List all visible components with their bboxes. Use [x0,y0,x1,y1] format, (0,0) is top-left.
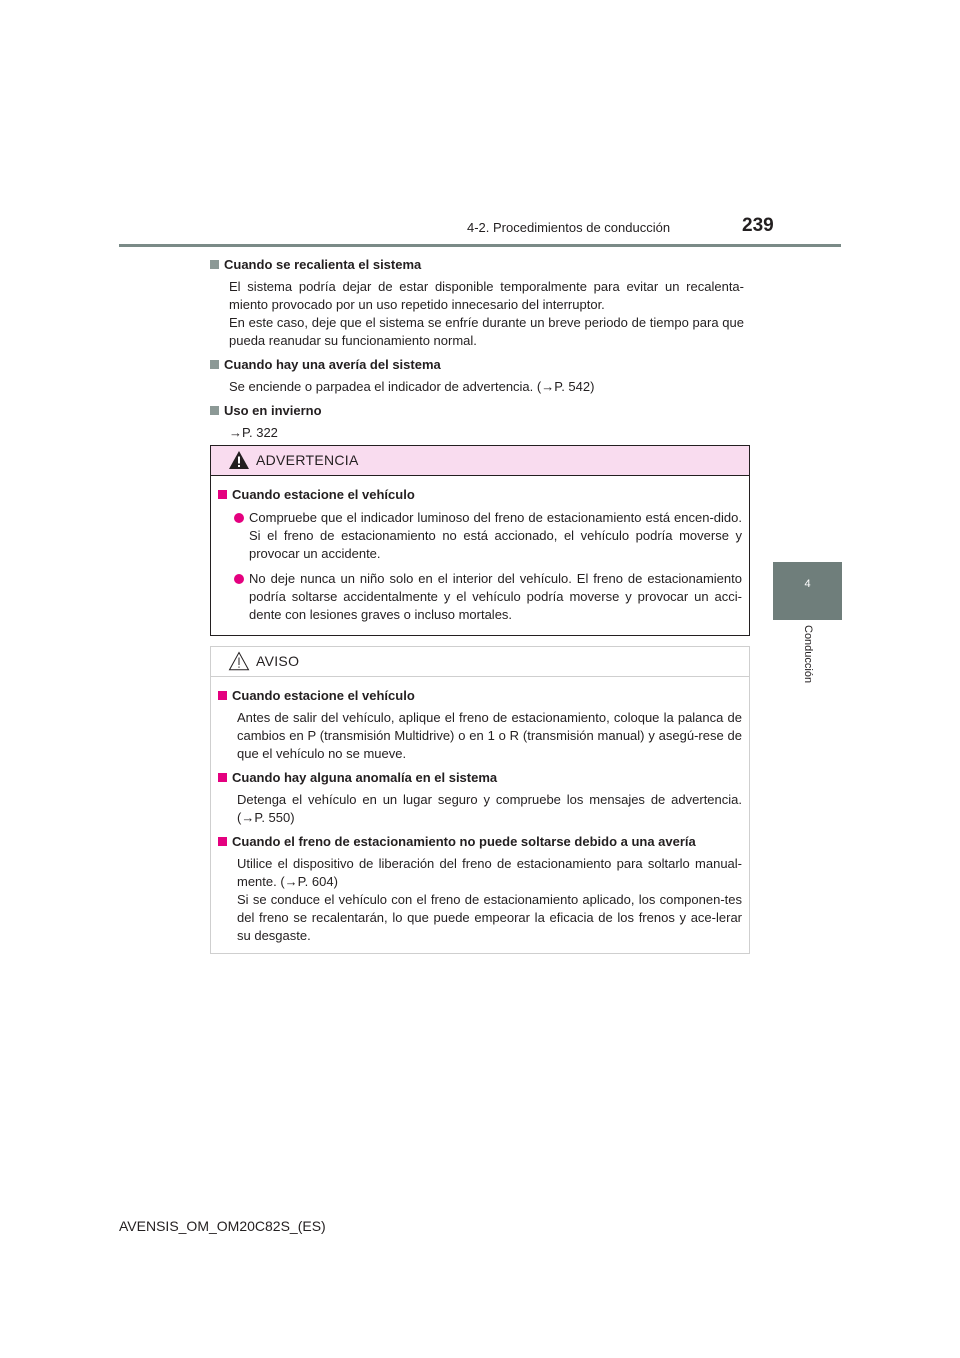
section-heading [210,256,744,274]
notice-box-title: AVISO [256,653,300,669]
section-text: →P. 322 [229,425,278,440]
notice-heading-text: Cuando el freno de estacionamiento no puede soltarse debido a una avería [232,834,696,849]
warning-heading [218,486,742,504]
square-bullet-icon [210,406,219,415]
notice-text: Antes de salir del vehículo, aplique el freno de estacionamiento, coloque la palanca de cambios en P (transmisión Multidrive) o en 1 o R (transmisión manual) y asegú-rese de que el vehículo no se mueve. [237,710,742,761]
notice-box [210,646,750,954]
warning-bullet-text: No deje nunca un niño solo en el interior del vehículo. El freno de estacionamiento podría soltarse accidentalmente y el vehículo podría moverse y provocar un acci-dente con lesiones graves o incluso mortales. [249,571,742,622]
notice-section [218,769,742,827]
section-heading [210,356,744,374]
warning-heading-text: Cuando estacione el vehículo [232,487,415,502]
section-title: Uso en invierno [224,403,322,418]
bullet-dot-icon [234,513,244,523]
section-failure [210,356,744,396]
notice-heading [218,769,742,787]
square-bullet-icon [210,360,219,369]
square-bullet-icon [218,490,227,499]
warning-triangle-icon [228,450,250,470]
warning-box-title: ADVERTENCIA [256,452,359,468]
notice-heading-text: Cuando estacione el vehículo [232,688,415,703]
notice-text: Detenga el vehículo en un lugar seguro y compruebe los mensajes de advertencia. (→P. 550) [237,792,742,825]
notice-section [218,833,742,945]
section-text: El sistema podría dejar de estar disponible temporalmente para evitar un recalenta-miento provocado por un uso repetido innecesario del interruptor. [229,279,744,312]
warning-bullet [230,570,742,624]
chapter-side-label [800,625,816,705]
square-bullet-icon [218,837,227,846]
main-content [210,256,744,448]
notice-box-header [211,647,749,677]
warning-box-body [211,476,749,624]
header-rule [119,244,841,247]
notice-section [218,687,742,763]
caution-triangle-outline-icon [228,651,250,671]
square-bullet-icon [210,260,219,269]
page-number: 239 [742,215,774,236]
warning-box-header [211,446,749,476]
section-heading [210,402,744,420]
section-title: Cuando hay una avería del sistema [224,357,441,372]
warning-bullet-text: Compruebe que el indicador luminoso del freno de estacionamiento está encen-dido. Si el freno de estacionamiento no está accionado, el vehículo podría moverse y provocar un accidente. [249,510,742,561]
notice-box-body [211,677,749,945]
section-overheat [210,256,744,350]
warning-box [210,445,750,636]
section-text: Se enciende o parpadea el indicador de advertencia. (→P. 542) [229,379,595,394]
section-winter [210,402,744,442]
chapter-side-label-text: Conducción [802,625,814,684]
notice-text: Utilice el dispositivo de liberación del freno de estacionamiento para soltarlo manual-mente. (→P. 604) [237,856,742,889]
header-section-title: 4-2. Procedimientos de conducción [467,220,671,235]
notice-text: Si se conduce el vehículo con el freno de estacionamiento aplicado, los componen-tes del freno se recalentarán, lo que puede empeorar la eficacia de los frenos y ace-lerar su desgaste. [237,892,742,943]
chapter-tab [773,562,842,620]
square-bullet-icon [218,691,227,700]
document-footer-code: AVENSIS_OM_OM20C82S_(ES) [119,1218,326,1234]
section-text: En este caso, deje que el sistema se enfríe durante un breve periodo de tiempo para que pueda reanudar su funcionamiento normal. [229,315,744,348]
notice-heading-text: Cuando hay alguna anomalía en el sistema [232,770,498,785]
square-bullet-icon [218,773,227,782]
section-title: Cuando se recalienta el sistema [224,257,422,272]
notice-heading [218,687,742,705]
warning-bullet [230,509,742,563]
notice-heading [218,833,742,851]
bullet-dot-icon [234,574,244,584]
chapter-tab-number: 4 [804,578,811,590]
